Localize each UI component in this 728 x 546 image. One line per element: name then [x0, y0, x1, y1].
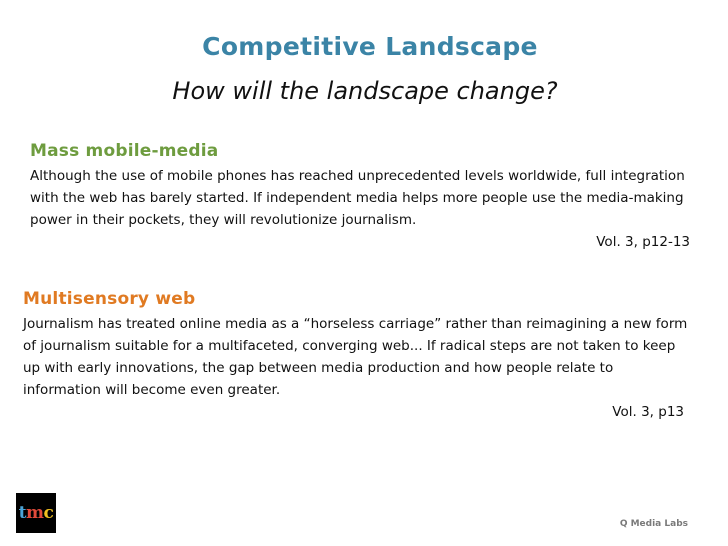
section-heading: Mass mobile-media	[30, 141, 219, 161]
footer-credit: Q Media Labs	[619, 519, 688, 529]
section-body: Journalism has treated online media as a “horseless carriage” rather than reimagining a new form of journalism suitable for a multifaceted, converging web... If radical steps are not taken to keep up with early innovations, the gap between media production and how people relate to information will become even greater.	[23, 316, 688, 398]
section-citation: Vol. 3, p13	[612, 404, 684, 420]
section-heading: Multisensory web	[23, 289, 196, 309]
slide-subtitle: How will the landscape change?	[172, 77, 558, 105]
section-mass-mobile-media	[30, 141, 690, 253]
section-body: Although the use of mobile phones has reached unprecedented levels worldwide, full integration with the web has barely started. If independent media helps more people use the media-making power in their pockets, they will revolutionize journalism.	[30, 168, 685, 228]
slide-title: Competitive Landscape	[202, 32, 538, 61]
tmc-logo	[16, 493, 56, 533]
logo-letter-t: t	[18, 503, 26, 523]
section-citation: Vol. 3, p12-13	[596, 234, 690, 250]
section-multisensory-web	[23, 289, 690, 423]
logo-letter-m: m	[26, 503, 44, 523]
logo-letter-c: c	[43, 503, 54, 523]
